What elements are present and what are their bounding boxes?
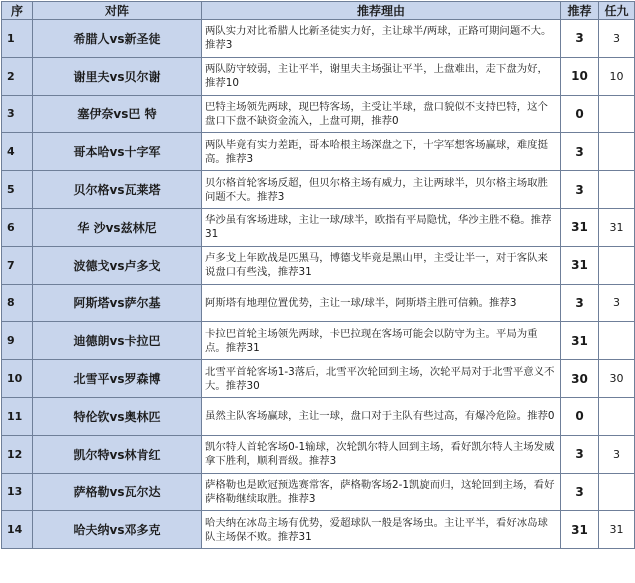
row-match: 华 沙vs兹林尼 xyxy=(33,208,202,246)
row-index: 9 xyxy=(2,322,33,360)
row-renjiu xyxy=(599,397,635,435)
row-pick: 3 xyxy=(561,171,599,209)
table-row xyxy=(2,322,635,360)
row-reason: 两队实力对比希腊人比新圣徒实力好，主让球半/两球，正路可期问题不大。推荐3 xyxy=(202,20,561,58)
row-index: 2 xyxy=(2,57,33,95)
header-renjiu: 任九 xyxy=(599,2,635,20)
row-renjiu: 30 xyxy=(599,360,635,398)
table-row xyxy=(2,246,635,284)
table-row xyxy=(2,20,635,58)
row-index: 12 xyxy=(2,435,33,473)
row-renjiu: 3 xyxy=(599,20,635,58)
table-row xyxy=(2,95,635,133)
header-row xyxy=(2,2,635,20)
row-pick: 10 xyxy=(561,57,599,95)
table-row xyxy=(2,171,635,209)
row-renjiu xyxy=(599,473,635,511)
row-match: 特伦钦vs奥林匹 xyxy=(33,397,202,435)
row-index: 4 xyxy=(2,133,33,171)
row-match: 希腊人vs新圣徒 xyxy=(33,20,202,58)
table-row xyxy=(2,208,635,246)
table-row xyxy=(2,397,635,435)
row-match: 北雪平vs罗森博 xyxy=(33,360,202,398)
row-index: 6 xyxy=(2,208,33,246)
row-index: 7 xyxy=(2,246,33,284)
table-row xyxy=(2,284,635,322)
row-pick: 31 xyxy=(561,322,599,360)
row-reason: 两队防守较弱，主让平半，谢里夫主场强让平半，上盘难出，走下盘为好，推荐10 xyxy=(202,57,561,95)
row-reason: 虽然主队客场赢球，主让一球，盘口对于主队有些过高，有爆冷危险。推荐0 xyxy=(202,397,561,435)
row-renjiu: 3 xyxy=(599,284,635,322)
row-index: 8 xyxy=(2,284,33,322)
table-row xyxy=(2,57,635,95)
row-match: 迪德朗vs卡拉巴 xyxy=(33,322,202,360)
header-pick: 推荐 xyxy=(561,2,599,20)
row-renjiu xyxy=(599,171,635,209)
row-reason: 卢多戈上年欧战是匹黑马，博德戈毕竟是黑山甲，主受让半一，对于客队来说盘口有些浅，推荐31 xyxy=(202,246,561,284)
header-match: 对阵 xyxy=(33,2,202,20)
row-reason: 巴特主场领先两球，现巴特客场，主受让半球，盘口貌似不支持巴特，这个盘口下盘不缺资金流入，上盘可期，推荐0 xyxy=(202,95,561,133)
row-pick: 31 xyxy=(561,246,599,284)
row-reason: 凯尔特人首轮客场0-1输球，次轮凯尔特人回到主场，看好凯尔特人主场发威拿下胜利，顺利晋级。推荐3 xyxy=(202,435,561,473)
table-row xyxy=(2,473,635,511)
row-index: 11 xyxy=(2,397,33,435)
row-renjiu: 10 xyxy=(599,57,635,95)
table-row xyxy=(2,133,635,171)
row-renjiu: 3 xyxy=(599,435,635,473)
row-reason: 萨格勒也是欧冠预选赛常客，萨格勒客场2-1凯旋而归，这轮回到主场，看好萨格勒继续取胜。推荐3 xyxy=(202,473,561,511)
row-renjiu xyxy=(599,246,635,284)
row-reason: 哈夫纳在冰岛主场有优势，爱超球队一般是客场虫。主让平半，看好冰岛球队主场保不败。推荐31 xyxy=(202,511,561,549)
row-match: 哈夫纳vs邓多克 xyxy=(33,511,202,549)
table-row xyxy=(2,511,635,549)
row-renjiu xyxy=(599,95,635,133)
row-pick: 31 xyxy=(561,208,599,246)
row-reason: 卡拉巴首轮主场领先两球，卡巴拉现在客场可能会以防守为主。平局为重点。推荐31 xyxy=(202,322,561,360)
row-match: 凯尔特vs林肯红 xyxy=(33,435,202,473)
table-row xyxy=(2,435,635,473)
row-reason: 两队毕竟有实力差距，哥本哈根主场深盘之下，十字军想客场赢球，难度挺高。推荐3 xyxy=(202,133,561,171)
row-pick: 3 xyxy=(561,20,599,58)
row-pick: 0 xyxy=(561,397,599,435)
row-index: 5 xyxy=(2,171,33,209)
row-pick: 3 xyxy=(561,473,599,511)
row-renjiu: 31 xyxy=(599,208,635,246)
row-pick: 3 xyxy=(561,284,599,322)
table-row xyxy=(2,360,635,398)
row-index: 13 xyxy=(2,473,33,511)
row-renjiu: 31 xyxy=(599,511,635,549)
row-match: 贝尔格vs瓦莱塔 xyxy=(33,171,202,209)
header-reason: 推荐理由 xyxy=(202,2,561,20)
row-match: 哥本哈vs十字军 xyxy=(33,133,202,171)
row-match: 谢里夫vs贝尔谢 xyxy=(33,57,202,95)
row-reason: 华沙虽有客场进球，主让一球/球半，欧指有平局隐忧，华沙主胜不稳。推荐31 xyxy=(202,208,561,246)
row-renjiu xyxy=(599,133,635,171)
row-pick: 3 xyxy=(561,435,599,473)
row-reason: 贝尔格首轮客场反超，但贝尔格主场有威力，主让两球半，贝尔格主场取胜问题不大。推荐3 xyxy=(202,171,561,209)
row-pick: 31 xyxy=(561,511,599,549)
row-match: 塞伊奈vs巴 特 xyxy=(33,95,202,133)
row-index: 3 xyxy=(2,95,33,133)
header-index: 序 xyxy=(2,2,33,20)
row-pick: 30 xyxy=(561,360,599,398)
row-reason: 北雪平首轮客场1-3落后，北雪平次轮回到主场，次轮平局对于北雪平意义不大。推荐30 xyxy=(202,360,561,398)
row-index: 10 xyxy=(2,360,33,398)
recommendation-table xyxy=(1,1,635,549)
row-match: 萨格勒vs瓦尔达 xyxy=(33,473,202,511)
row-renjiu xyxy=(599,322,635,360)
row-match: 波德戈vs卢多戈 xyxy=(33,246,202,284)
row-match: 阿斯塔vs萨尔基 xyxy=(33,284,202,322)
row-pick: 0 xyxy=(561,95,599,133)
row-reason: 阿斯塔有地理位置优势，主让一球/球半，阿斯塔主胜可信赖。推荐3 xyxy=(202,284,561,322)
row-index: 14 xyxy=(2,511,33,549)
row-pick: 3 xyxy=(561,133,599,171)
row-index: 1 xyxy=(2,20,33,58)
